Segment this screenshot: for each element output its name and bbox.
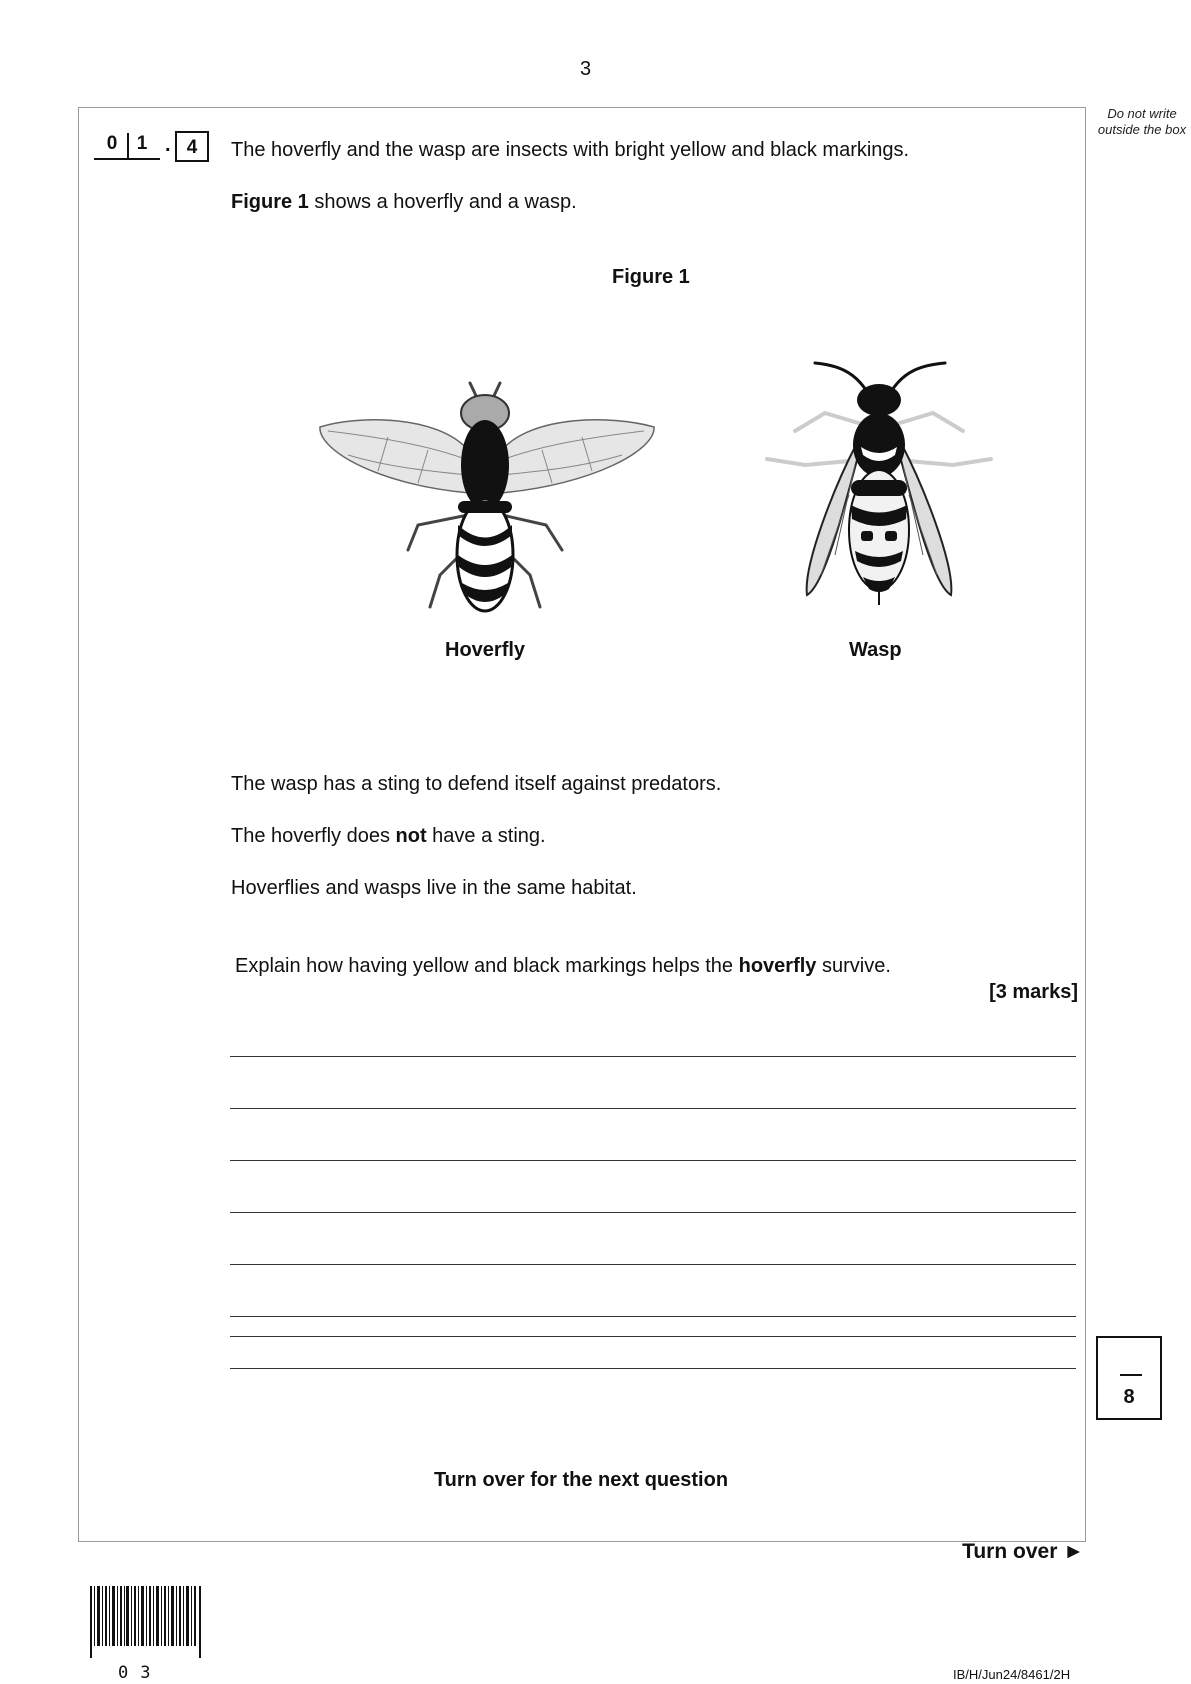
hoverfly-illustration [318,375,658,615]
task-before: Explain how having yellow and black markings helps the [235,955,739,977]
figure-intro-text: shows a hoverfly and a wasp. [308,191,577,213]
question-stem: The hoverfly and the wasp are insects with bright yellow and black markings. [231,139,910,161]
figure-reference: Figure 1 [231,191,309,213]
hoverfly-caption: Hoverfly [445,639,526,661]
answer-line[interactable] [230,1212,1076,1213]
margin-note: Do not write outside the box [1097,106,1187,137]
mark-total-box [1096,1336,1162,1420]
turn-over-label: Turn over ► [962,1540,1084,1563]
answer-line[interactable] [230,1160,1076,1161]
turn-over-next-question: Turn over for the next question [433,1469,729,1491]
info-hoverfly-no-sting [231,823,546,849]
answer-frame [78,107,1086,1542]
answer-line[interactable] [230,1336,1076,1337]
info-not-before: The hoverfly does [231,825,396,847]
marks-label: [3 marks] [989,981,1078,1003]
answer-line[interactable] [230,1368,1076,1369]
mark-total: 8 [1123,1386,1135,1408]
question-part-box: 4 [175,131,209,162]
answer-line[interactable] [230,1108,1076,1109]
question-number-digit: 1 [136,133,148,154]
info-habitat: Hoverflies and wasps live in the same habitat. [231,877,637,899]
question-task [235,953,891,979]
question-separator: . [165,134,171,156]
info-not-emphasis: not [395,825,427,847]
answer-line[interactable] [230,1056,1076,1057]
paper-reference: IB/H/Jun24/8461/2H [953,1667,1071,1682]
task-after: survive. [816,955,891,977]
question-number-box [94,129,160,160]
page-number: 3 [579,58,592,80]
answer-line[interactable] [230,1316,1076,1317]
question-number-digit: 0 [106,133,118,154]
barcode [90,1586,202,1658]
answer-line[interactable] [230,1264,1076,1265]
task-emphasis: hoverfly [738,955,817,977]
info-wasp-sting: The wasp has a sting to defend itself against predators. [231,773,722,795]
figure-title: Figure 1 [612,266,690,288]
barcode-digits: 03 [118,1663,163,1683]
figure-intro [231,189,577,215]
wasp-illustration [765,355,995,615]
wasp-caption: Wasp [849,639,902,661]
info-not-after: have a sting. [426,825,546,847]
